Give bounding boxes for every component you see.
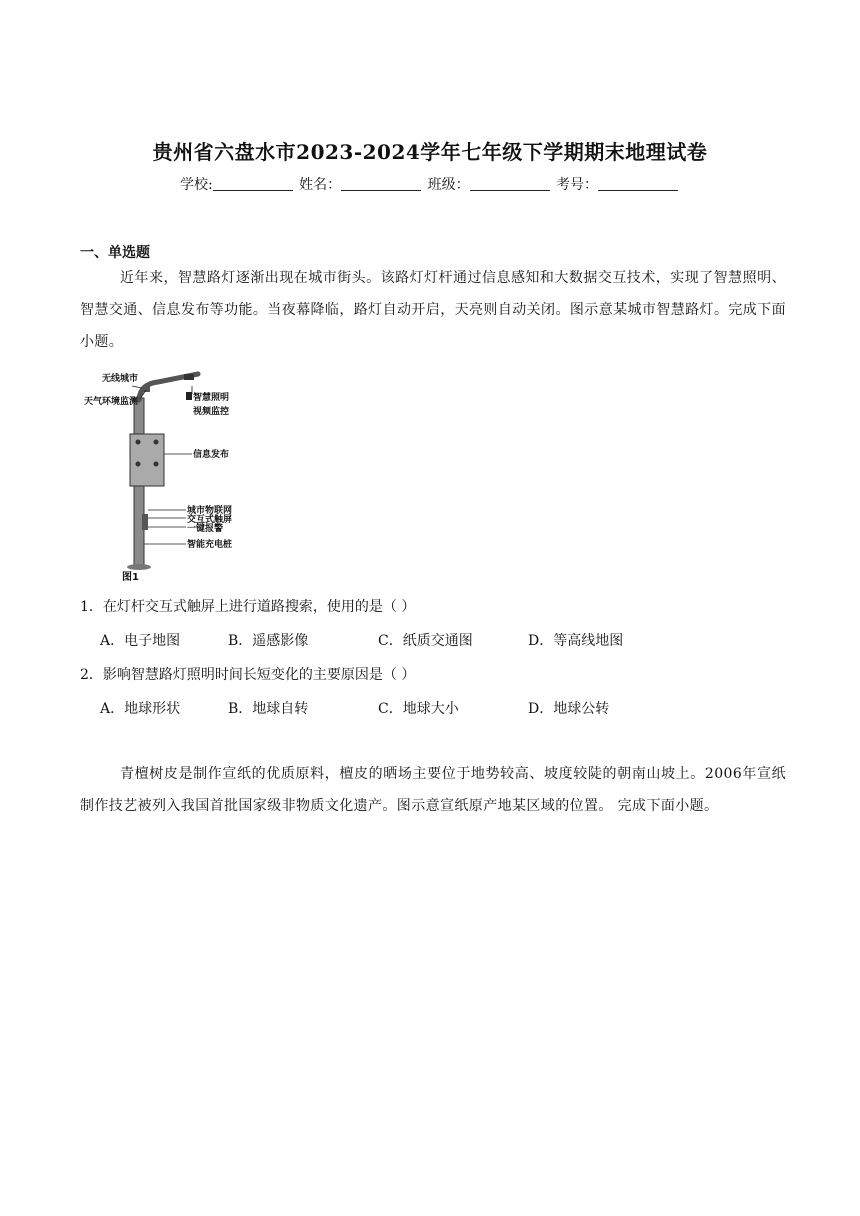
- student-info-line: [0, 174, 860, 194]
- q1-option-d[interactable]: D．等高线地图: [528, 633, 624, 649]
- q1-option-c[interactable]: C．纸质交通图: [378, 633, 473, 649]
- streetlight-diagram: [80, 366, 250, 586]
- label-wireless-city: 无线城市: [102, 374, 139, 384]
- school-blank[interactable]: [213, 176, 293, 191]
- panel-dot: [136, 462, 141, 467]
- panel-dot: [154, 440, 159, 445]
- page-title: 贵州省六盘水市2023-2024学年七年级下学期期末地理试卷: [152, 140, 708, 164]
- name-label: 姓名：: [299, 177, 342, 193]
- q1-option-b[interactable]: B．遥感影像: [228, 633, 309, 649]
- label-charging-pile: 智能充电桩: [187, 540, 233, 550]
- q2-option-c[interactable]: C．地球大小: [378, 701, 459, 717]
- info-panel: [130, 434, 164, 486]
- smart-streetlight-figure: [80, 366, 250, 586]
- exam-number-label: 考号：: [556, 177, 599, 193]
- label-alarm: 一键报警: [187, 524, 224, 534]
- touchscreen-shape: [142, 514, 148, 530]
- q2-option-a[interactable]: A．地球形状: [100, 701, 181, 717]
- passage-xuan-paper: 青檀树皮是制作宣纸的优质原料，檀皮的晒场主要位于地势较高、坡度较陡的朝南山坡上。2006年宣纸制作技艺被列入我国首批国家级非物质文化遗产。图示意宣纸原产地某区域的位置。 完成下面小题。: [80, 766, 786, 814]
- label-iot: 城市物联网: [187, 506, 233, 516]
- class-blank[interactable]: [470, 176, 550, 191]
- class-label: 班级：: [427, 177, 470, 193]
- leader-line: [132, 386, 142, 388]
- question-2-stem: 2．影响智慧路灯照明时间长短变化的主要原因是（ ）: [80, 667, 416, 683]
- lamp-head: [184, 374, 194, 380]
- label-video-surveillance: 视频监控: [193, 407, 230, 417]
- camera-shape: [186, 392, 192, 400]
- exam-number-blank[interactable]: [598, 176, 678, 191]
- question-1-stem: 1．在灯杆交互式触屏上进行道路搜索，使用的是（ ）: [80, 599, 416, 615]
- label-info-release: 信息发布: [193, 450, 230, 460]
- figure-caption: 图1: [122, 572, 139, 583]
- panel-dot: [154, 462, 159, 467]
- panel-dot: [136, 440, 141, 445]
- name-blank[interactable]: [341, 176, 421, 191]
- q2-option-d[interactable]: D．地球公转: [528, 701, 610, 717]
- q2-option-b[interactable]: B．地球自转: [228, 701, 309, 717]
- passage-smart-streetlight: 近年来，智慧路灯逐渐出现在城市街头。该路灯灯杆通过信息感知和大数据交互技术，实现了智慧照明、智慧交通、信息发布等功能。当夜幕降临，路灯自动开启，天亮则自动关闭。图示意某城市智慧路灯。完成下面小题。: [80, 270, 786, 350]
- q1-option-a[interactable]: A．电子地图: [100, 633, 181, 649]
- label-weather-monitoring: 天气环境监测: [84, 397, 139, 407]
- school-label: 学校:: [179, 177, 213, 193]
- pole-base: [127, 564, 151, 570]
- label-smart-lighting: 智慧照明: [193, 393, 230, 403]
- section-heading: 一、单选题: [80, 245, 150, 261]
- label-touchscreen: 交互式触屏: [187, 515, 233, 525]
